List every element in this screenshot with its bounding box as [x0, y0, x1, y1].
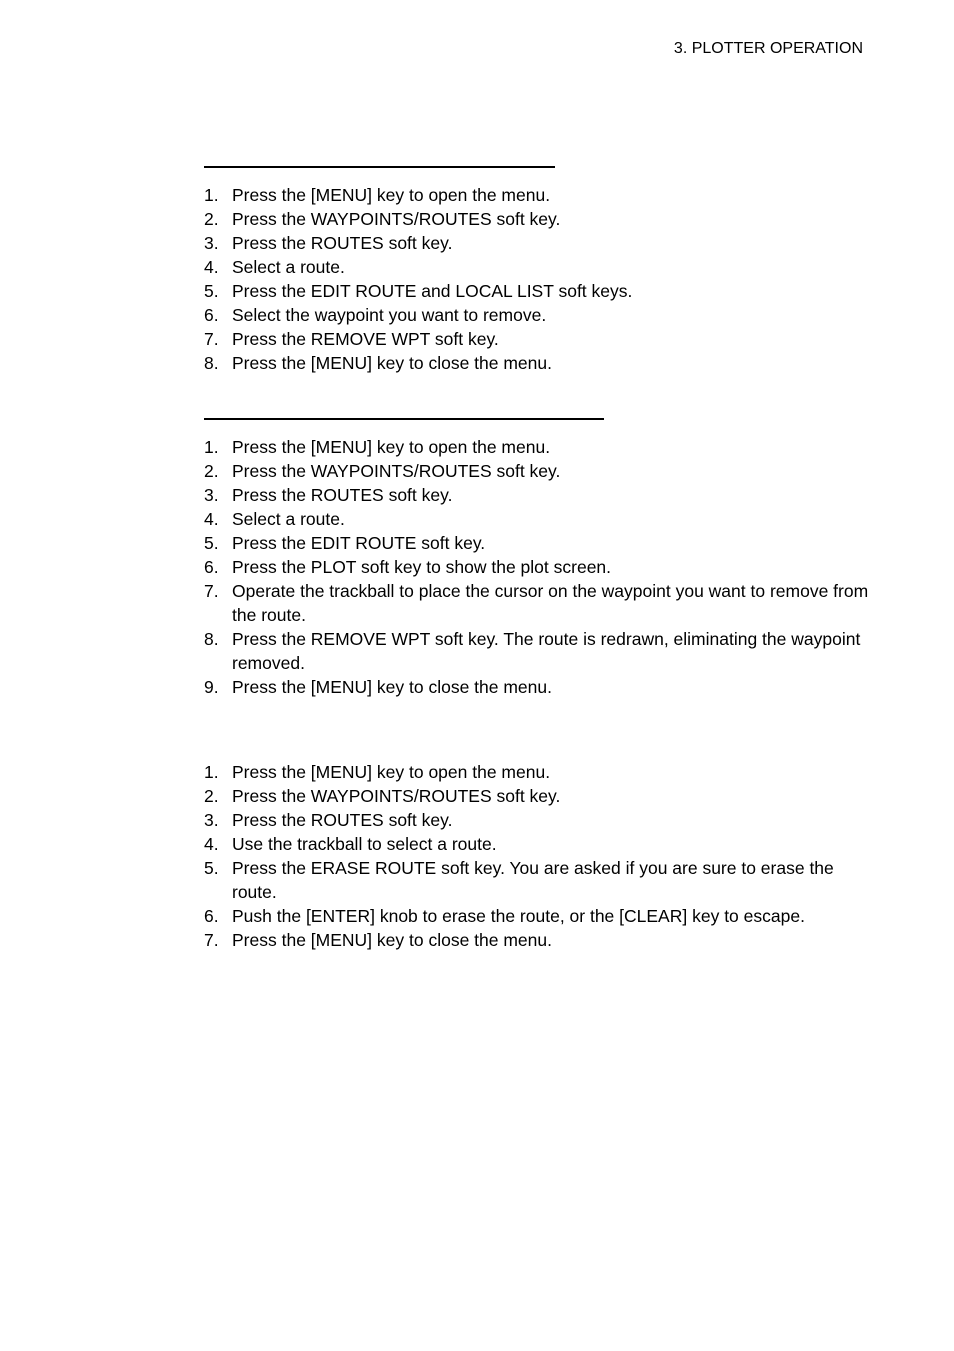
list-item — [204, 279, 869, 303]
list-item — [204, 856, 869, 904]
step-number: 6. — [204, 557, 219, 577]
step-number: 2. — [204, 786, 219, 806]
step-text: Select a route. — [232, 257, 345, 277]
section-remove-wpt-on-screen — [204, 418, 869, 699]
list-item — [204, 351, 869, 375]
step-text: Press the ROUTES soft key. — [232, 485, 453, 505]
step-text: Press the [MENU] key to open the menu. — [232, 762, 551, 782]
step-number: 5. — [204, 533, 219, 553]
running-header: 3. PLOTTER OPERATION — [673, 40, 863, 57]
step-text: Push the [ENTER] knob to erase the route, or the [CLEAR] key to escape. — [232, 906, 805, 926]
step-text: Press the PLOT soft key to show the plot screen. — [232, 557, 612, 577]
step-number: 1. — [204, 437, 219, 457]
step-number: 8. — [204, 629, 219, 649]
step-text: Press the WAYPOINTS/ROUTES soft key. — [232, 461, 561, 481]
step-number: 7. — [204, 329, 219, 349]
step-number: 3. — [204, 810, 219, 830]
step-number: 9. — [204, 677, 219, 697]
step-number: 1. — [204, 762, 219, 782]
step-text: Operate the trackball to place the cursor on the waypoint you want to remove from the route. — [232, 581, 869, 625]
list-item — [204, 303, 869, 327]
list-item — [204, 808, 869, 832]
step-number: 2. — [204, 209, 219, 229]
step-list — [204, 760, 869, 952]
step-number: 5. — [204, 858, 219, 878]
step-number: 4. — [204, 834, 219, 854]
list-item — [204, 784, 869, 808]
section-remove-wpt-from-list — [204, 166, 869, 375]
step-text: Press the [MENU] key to open the menu. — [232, 185, 551, 205]
list-item — [204, 231, 869, 255]
list-item — [204, 760, 869, 784]
step-number: 5. — [204, 281, 219, 301]
list-item — [204, 255, 869, 279]
step-text: Press the [MENU] key to open the menu. — [232, 437, 551, 457]
step-number: 3. — [204, 485, 219, 505]
step-text: Select the waypoint you want to remove. — [232, 305, 547, 325]
step-text: Press the ERASE ROUTE soft key. You are asked if you are sure to erase the route. — [232, 858, 834, 902]
step-text: Press the ROUTES soft key. — [232, 810, 453, 830]
step-number: 8. — [204, 353, 219, 373]
section-heading-rule — [204, 418, 604, 420]
step-number: 6. — [204, 906, 219, 926]
list-item — [204, 483, 869, 507]
step-number: 7. — [204, 930, 219, 950]
list-item — [204, 555, 869, 579]
list-item — [204, 627, 869, 675]
step-text: Select a route. — [232, 509, 345, 529]
step-text: Press the WAYPOINTS/ROUTES soft key. — [232, 786, 561, 806]
list-item — [204, 435, 869, 459]
step-text: Press the [MENU] key to close the menu. — [232, 677, 552, 697]
list-item — [204, 675, 869, 699]
step-number: 3. — [204, 233, 219, 253]
step-text: Press the EDIT ROUTE soft key. — [232, 533, 486, 553]
step-text: Press the WAYPOINTS/ROUTES soft key. — [232, 209, 561, 229]
list-item — [204, 531, 869, 555]
list-item — [204, 507, 869, 531]
step-text: Use the trackball to select a route. — [232, 834, 497, 854]
list-item — [204, 459, 869, 483]
list-item — [204, 928, 869, 952]
step-list — [204, 435, 869, 699]
list-item — [204, 327, 869, 351]
step-text: Press the [MENU] key to close the menu. — [232, 930, 552, 950]
list-item — [204, 207, 869, 231]
step-text: Press the ROUTES soft key. — [232, 233, 453, 253]
step-number: 4. — [204, 257, 219, 277]
step-number: 1. — [204, 185, 219, 205]
list-item — [204, 183, 869, 207]
list-item — [204, 579, 869, 627]
step-text: Press the EDIT ROUTE and LOCAL LIST soft keys. — [232, 281, 633, 301]
step-number: 7. — [204, 581, 219, 601]
section-heading-rule — [204, 166, 555, 168]
list-item — [204, 832, 869, 856]
step-text: Press the [MENU] key to close the menu. — [232, 353, 552, 373]
section-erase-route — [204, 760, 869, 952]
step-list — [204, 183, 869, 375]
list-item — [204, 904, 869, 928]
step-number: 2. — [204, 461, 219, 481]
step-text: Press the REMOVE WPT soft key. — [232, 329, 499, 349]
step-text: Press the REMOVE WPT soft key. The route is redrawn, eliminating the waypoint removed. — [232, 629, 861, 673]
step-number: 4. — [204, 509, 219, 529]
step-number: 6. — [204, 305, 219, 325]
